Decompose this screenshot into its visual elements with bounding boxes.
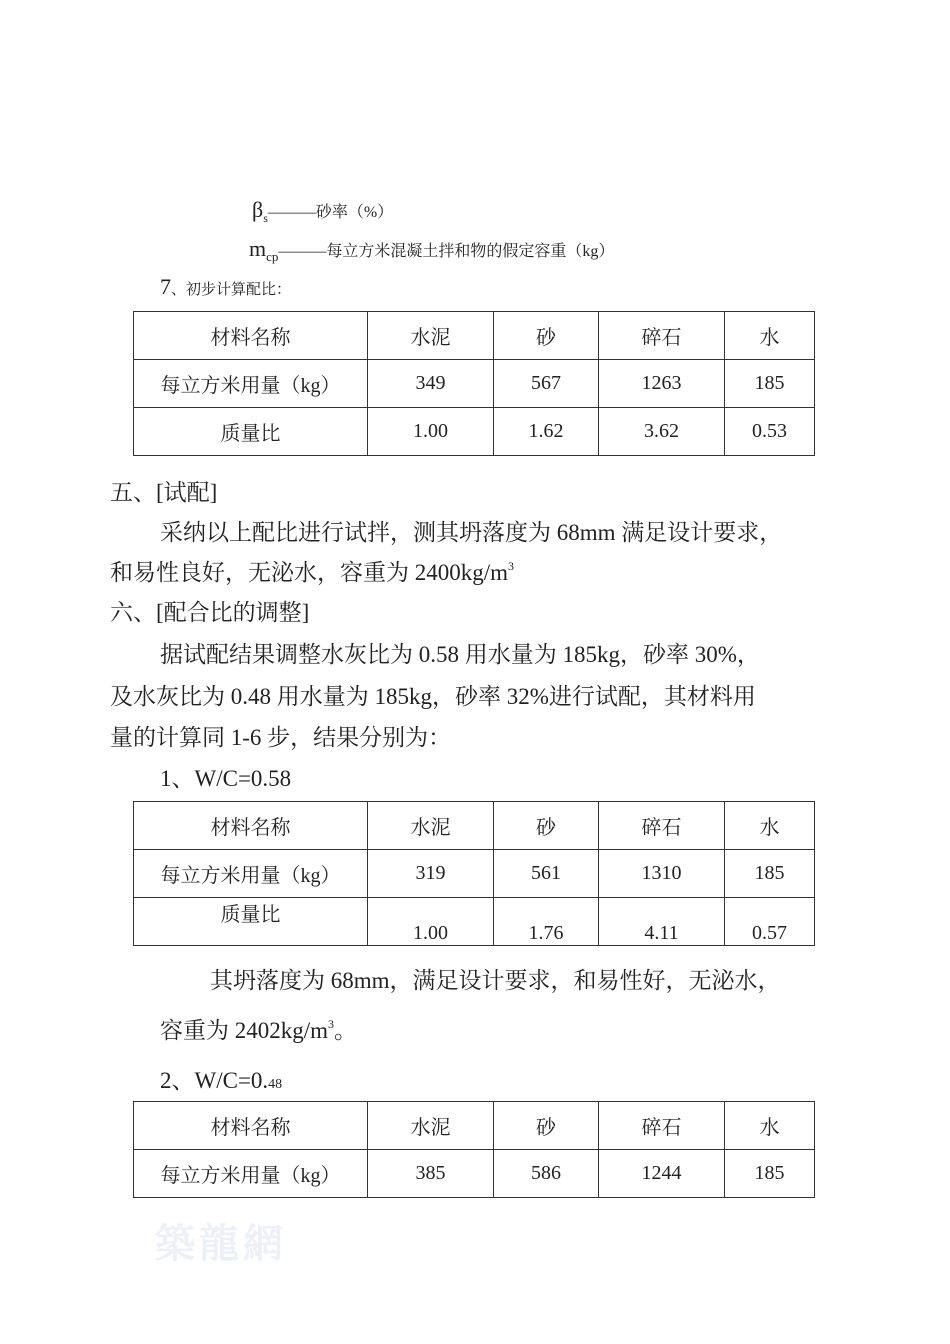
table-cell: 1.76 <box>494 898 599 946</box>
table-row <box>134 850 815 898</box>
table-cell: 586 <box>494 1150 599 1198</box>
step7-number: 7 <box>160 274 171 299</box>
superscript: 3 <box>328 1017 335 1031</box>
sub1-title: 1、W/C=0.58 <box>160 766 292 791</box>
beta-subscript: s <box>263 211 268 225</box>
table-cell: 质量比 <box>134 898 368 946</box>
table-cell: 每立方米用量（kg） <box>134 850 368 898</box>
table-cell: 3.62 <box>599 408 725 456</box>
result1-line2-text: 容重为 2402kg/m <box>160 1018 329 1043</box>
result1-line2 <box>160 1012 357 1045</box>
table-row <box>134 408 815 456</box>
result1-line2-suffix: 。 <box>334 1018 358 1043</box>
table-initial-mix <box>133 311 815 456</box>
table-cell: 每立方米用量（kg） <box>134 1150 368 1198</box>
table-wc-058 <box>133 801 815 946</box>
table-cell: 385 <box>368 1150 494 1198</box>
header-sand: 砂 <box>494 1102 599 1150</box>
table-cell: 0.57 <box>725 898 815 946</box>
table-header-row <box>134 1102 815 1150</box>
header-gravel: 碎石 <box>599 312 725 360</box>
m-description: ———每立方米混凝土拌和物的假定容重（kg） <box>278 243 615 260</box>
table-header-row <box>134 312 815 360</box>
table-cell: 1263 <box>599 360 725 408</box>
header-material: 材料名称 <box>134 1102 368 1150</box>
table-cell: 4.11 <box>599 898 725 946</box>
header-cement: 水泥 <box>368 1102 494 1150</box>
table-cell: 1310 <box>599 850 725 898</box>
header-sand: 砂 <box>494 312 599 360</box>
section6-title: 六、[配合比的调整] <box>110 600 310 625</box>
header-water: 水 <box>725 312 815 360</box>
header-gravel: 碎石 <box>599 802 725 850</box>
beta-symbol: β <box>252 197 264 222</box>
m-subscript: cp <box>266 249 279 264</box>
table-cell: 319 <box>368 850 494 898</box>
table-row <box>134 360 815 408</box>
definition-beta <box>252 197 393 226</box>
header-water: 水 <box>725 1102 815 1150</box>
table-row <box>134 1150 815 1198</box>
section5-line1: 采纳以上配比进行试拌，测其坍落度为 68mm 满足设计要求， <box>160 520 783 545</box>
section5-line2-text: 和易性良好，无泌水，容重为 2400kg/m <box>110 560 509 585</box>
table-cell: 185 <box>725 360 815 408</box>
table-header-row <box>134 802 815 850</box>
section6-line2: 及水灰比为 0.48 用水量为 185kg，砂率 32%进行试配，其材料用 <box>110 684 756 709</box>
result1-line1: 其坍落度为 68mm，满足设计要求，和易性好，无泌水， <box>210 968 781 993</box>
table-cell: 1.62 <box>494 408 599 456</box>
header-cement: 水泥 <box>368 312 494 360</box>
table-cell: 185 <box>725 850 815 898</box>
table-wc-048 <box>133 1101 815 1198</box>
table-cell: 质量比 <box>134 408 368 456</box>
table-cell: 185 <box>725 1150 815 1198</box>
sub2-title <box>160 1062 282 1095</box>
table-cell: 0.53 <box>725 408 815 456</box>
superscript: 3 <box>508 559 515 573</box>
header-gravel: 碎石 <box>599 1102 725 1150</box>
header-cement: 水泥 <box>368 802 494 850</box>
table-cell: 1.00 <box>368 898 494 946</box>
section6-line1: 据试配结果调整水灰比为 0.58 用水量为 185kg，砂率 30%， <box>160 642 760 667</box>
table-row <box>134 898 815 946</box>
table-cell: 561 <box>494 850 599 898</box>
section6-line3: 量的计算同 1-6 步，结果分别为： <box>110 725 452 750</box>
beta-description: ———砂率（%） <box>267 204 394 221</box>
header-material: 材料名称 <box>134 312 368 360</box>
table-cell: 567 <box>494 360 599 408</box>
definition-mcp <box>249 236 614 265</box>
header-material: 材料名称 <box>134 802 368 850</box>
sub2-title-text: 2、W/C=0. <box>160 1068 269 1093</box>
step7-heading <box>160 274 291 300</box>
step7-label: 、初步计算配比： <box>171 282 292 298</box>
table-cell: 每立方米用量（kg） <box>134 360 368 408</box>
sub2-title-small: 48 <box>268 1077 283 1092</box>
table-cell: 1244 <box>599 1150 725 1198</box>
section5-title: 五、[试配] <box>110 480 218 505</box>
table-cell: 1.00 <box>368 408 494 456</box>
m-symbol: m <box>249 236 267 261</box>
watermark: 築龍網 <box>155 1221 287 1266</box>
table-cell: 349 <box>368 360 494 408</box>
section5-line2 <box>110 554 514 587</box>
header-water: 水 <box>725 802 815 850</box>
header-sand: 砂 <box>494 802 599 850</box>
